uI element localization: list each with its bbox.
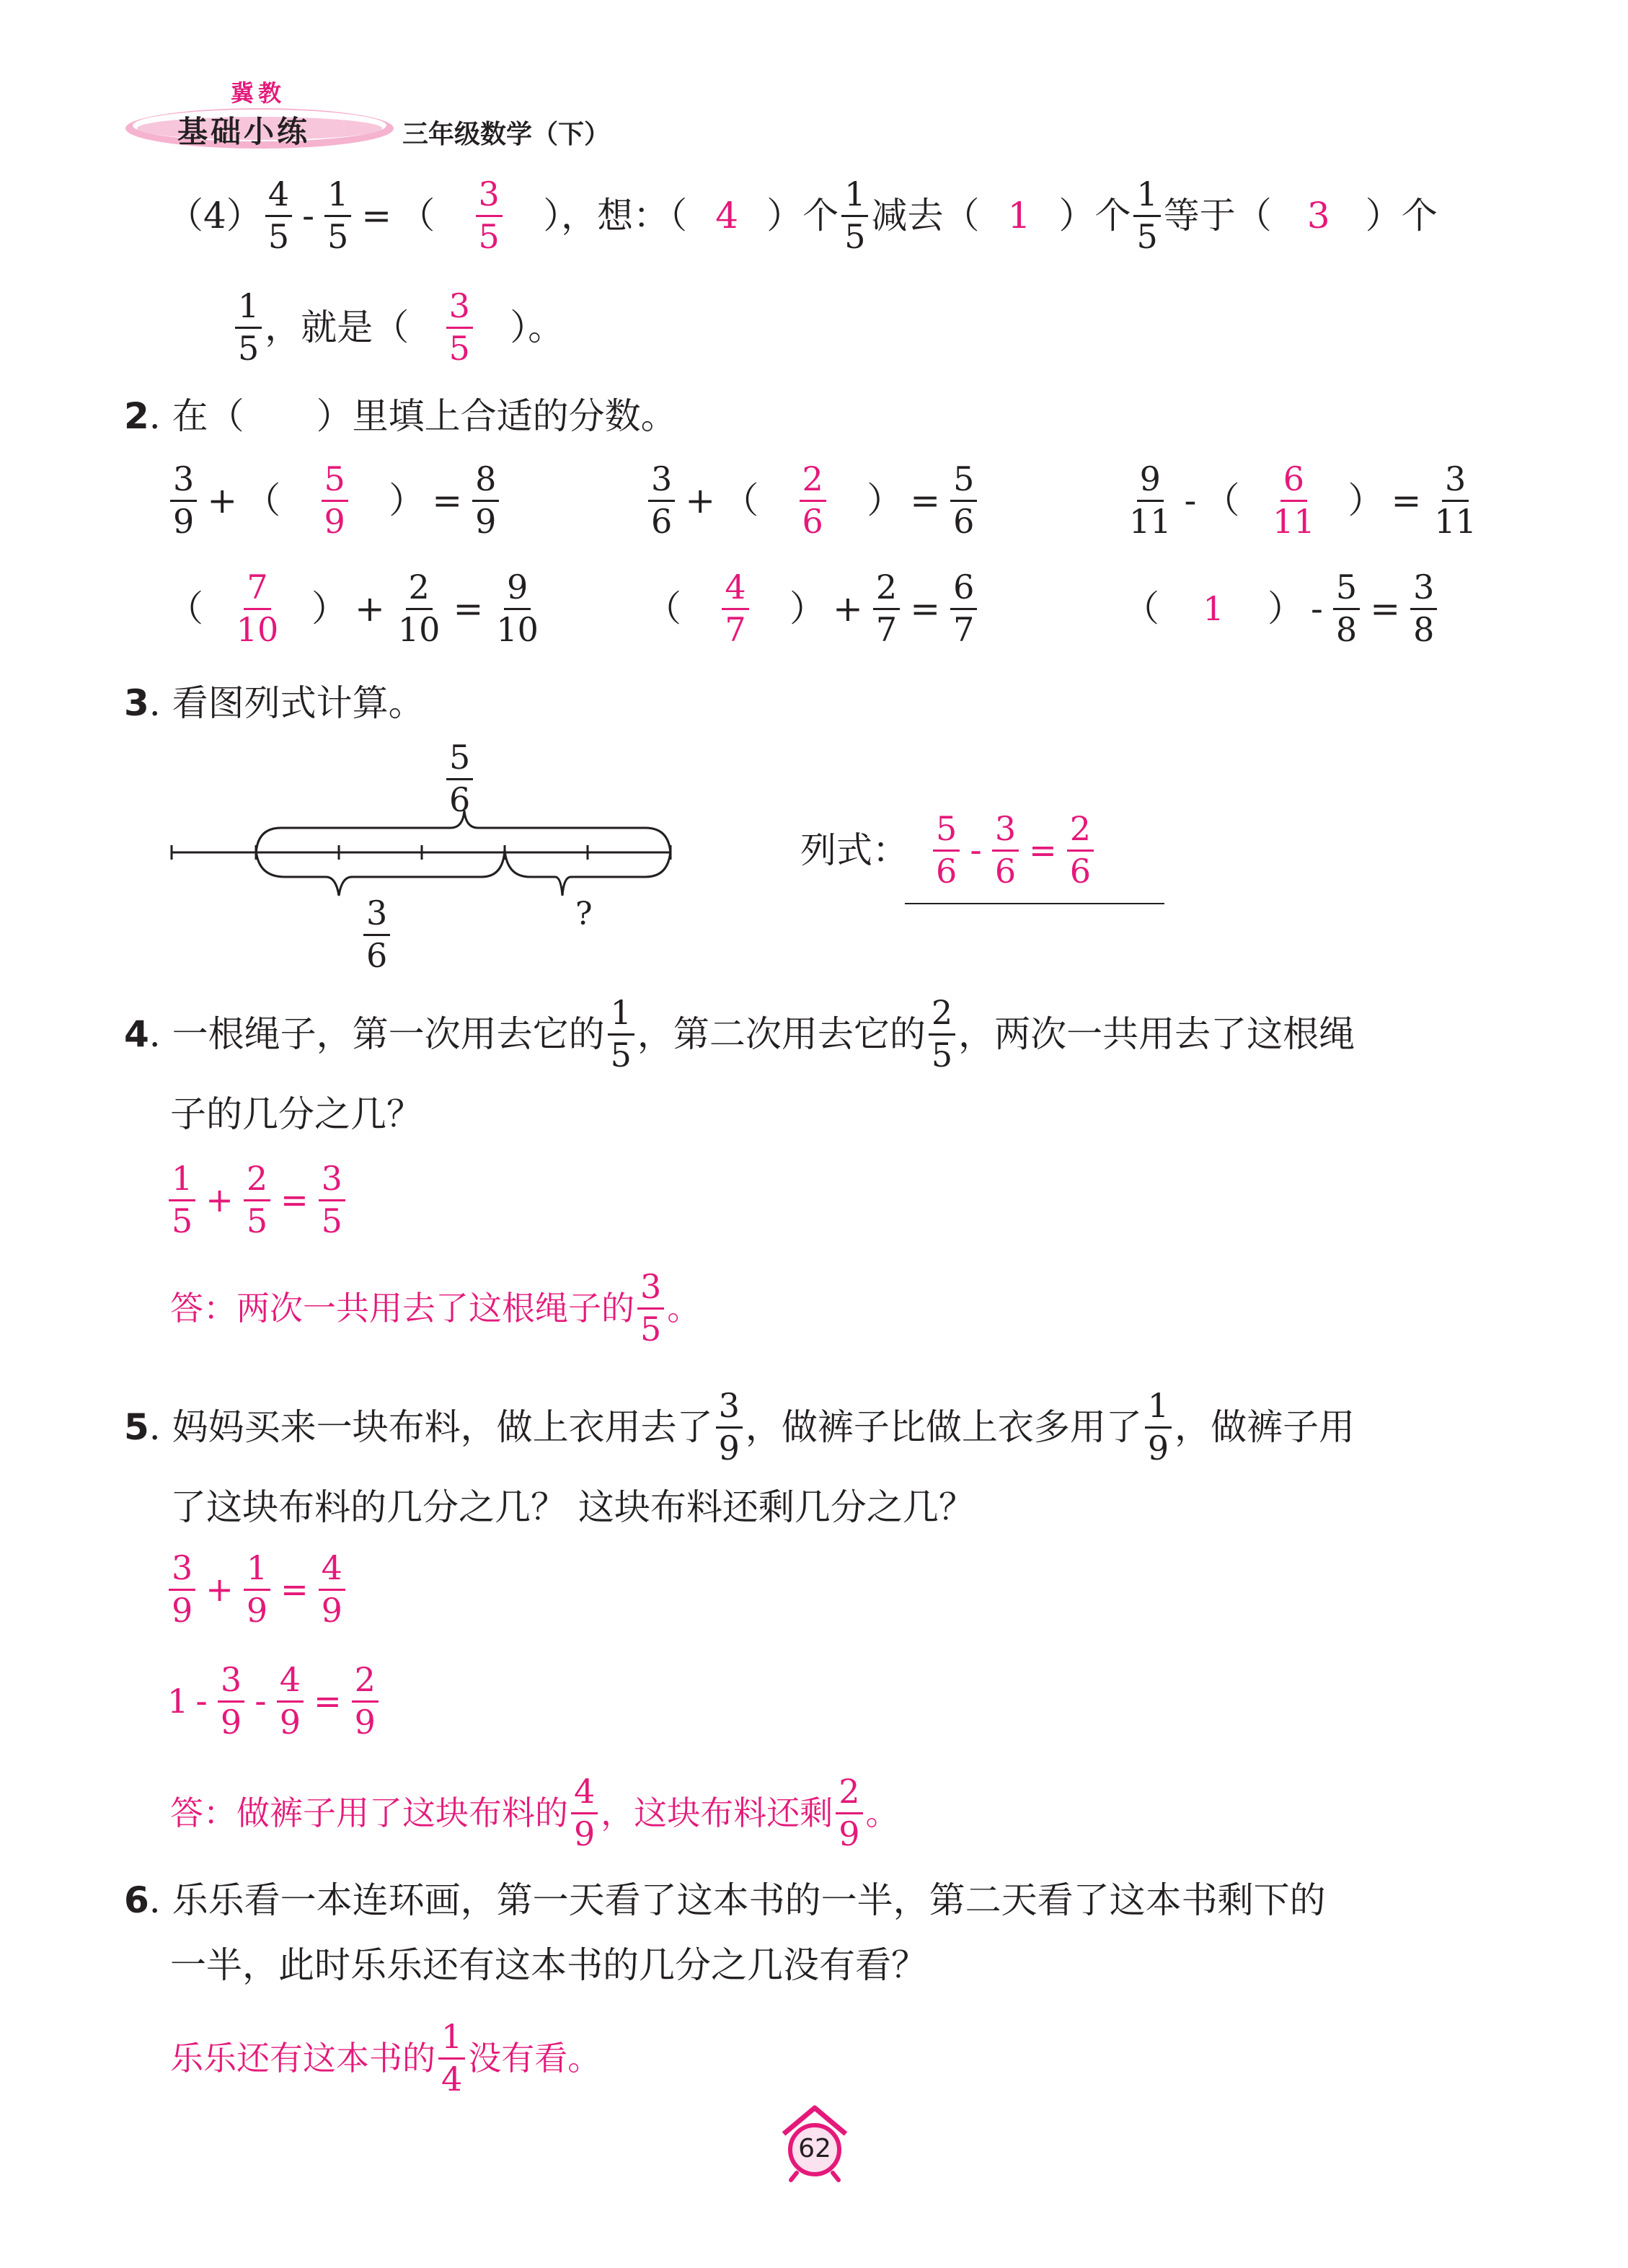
q4-line1: 4 . 一根绳子，第一次用去它的 $\frac{1}{5}$ ，第二次用去它的 $\frac{2}{5}$ ，两次一共用去了这根绳: [124, 993, 1355, 1075]
q5-calc2[interactable]: 1 - $\frac{3}{9}$ - $\frac{4}{9}$ = $\frac{2}{9}$: [167, 1662, 381, 1740]
q1-4-answer-4[interactable]: 3: [1306, 195, 1330, 237]
q2-item-0-0: $\frac{3}{9}$ + （ $\frac{5}{9}$ ） = $\frac{8}{9}$: [167, 462, 502, 539]
q2-answer-0-2[interactable]: $\frac{6}{11}$: [1273, 459, 1315, 541]
q5-calc1[interactable]: $\frac{3}{9}$ + $\frac{1}{9}$ = $\frac{4}{9}$: [166, 1550, 348, 1628]
q1-4-answer-2[interactable]: 4: [715, 195, 739, 237]
q3-formula: [800, 811, 1097, 889]
q1-4-answer-1[interactable]: $\frac{3}{5}$: [435, 177, 543, 255]
q1-4-line1: （4） $\frac{4}{5}$ - $\frac{1}{5}$ = （ $\frac{3}{5}$ ），想：（ 4 ）个 $\frac{1}{5}$ 减去（ 1 ）个 $\frac{1}{5}$ 等于（ 3 ）个: [167, 175, 1438, 256]
q1-4-answer-5[interactable]: $\frac{3}{5}$: [409, 288, 510, 366]
q2-item-1-1: （ $\frac{4}{7}$ ） + $\frac{2}{7}$ = $\frac{6}{7}$: [645, 570, 980, 648]
q2-item-0-2: $\frac{9}{11}$ - （ $\frac{6}{11}$ ） = $\frac{3}{11}$: [1129, 459, 1477, 541]
q6-answer[interactable]: 乐乐还有这本书的 $\frac{1}{4}$ 没有看。: [170, 2017, 601, 2099]
q4-calc[interactable]: $\frac{1}{5}$ + $\frac{2}{5}$ = $\frac{3}{5}$: [166, 1161, 348, 1239]
q1-4-answer-3[interactable]: 1: [1007, 195, 1031, 237]
header: [123, 72, 627, 159]
q2-item-1-2: （ 1 ） - $\frac{5}{8}$ = $\frac{3}{8}$: [1123, 570, 1440, 648]
q1-4-line2: $\frac{1}{5}$ ，就是（ $\frac{3}{5}$ ）。: [232, 288, 564, 366]
q3-question-mark: ?: [575, 896, 593, 932]
header-grade-subject: 三年级数学（下）: [402, 120, 611, 149]
q5-line2: 了这块布料的几分之几？ 这块布料还剩几分之几？: [170, 1486, 975, 1528]
page-number-badge: [775, 2102, 854, 2181]
page-number: 62: [798, 2134, 831, 2163]
q5-line1: 5 . 妈妈买来一块布料，做上衣用去了 $\frac{3}{9}$ ，做裤子比做上衣多用了 $\frac{1}{9}$ ，做裤子用: [124, 1386, 1355, 1468]
q2-answer-1-0[interactable]: $\frac{7}{10}$: [236, 568, 279, 649]
q2-answer-0-1[interactable]: $\frac{2}{6}$: [758, 462, 867, 539]
q1-4-frac-a: $\frac{4}{5}$: [265, 177, 292, 255]
q3-formula-underline: [905, 903, 1164, 904]
q2-title: 2 . 在（ ）里填上合适的分数。: [124, 395, 677, 437]
q1-4-label: （4）: [167, 195, 262, 237]
q3-bottom-label: $\frac{3}{6}$: [363, 896, 390, 974]
q3-top-label: $\frac{5}{6}$: [446, 740, 473, 818]
q3-diagram: [166, 736, 685, 974]
q6-line1: 6 . 乐乐看一本连环画，第一天看了这本书的一半，第二天看了这本书剩下的: [124, 1879, 1326, 1921]
q1-4-frac-b: $\frac{1}{5}$: [324, 177, 351, 255]
q2-answer-0-0[interactable]: $\frac{5}{9}$: [280, 462, 389, 539]
q2-item-0-1: $\frac{3}{6}$ + （ $\frac{2}{6}$ ） = $\frac{5}{6}$: [645, 462, 980, 539]
q5-answer[interactable]: 答：做裤子用了这块布料的 $\frac{4}{9}$ ，这块布料还剩 $\frac{2}{9}$ 。: [170, 1772, 899, 1853]
q3-number-line: [166, 736, 685, 974]
q2-item-1-0: （ $\frac{7}{10}$ ） + $\frac{2}{10}$ = $\frac{9}{10}$: [167, 568, 539, 649]
q2-answer-1-1[interactable]: $\frac{4}{7}$: [681, 570, 789, 648]
q4-line2: 子的几分之几？: [170, 1093, 423, 1135]
q3-title: 3 . 看图列式计算。: [124, 682, 425, 724]
header-series: 基础小练: [177, 114, 311, 149]
q3-formula-label: 列式：: [800, 829, 908, 872]
q4-answer[interactable]: 答：两次一共用去了这根绳子的 $\frac{3}{5}$ 。: [170, 1267, 701, 1349]
q3-formula-answer[interactable]: $\frac{5}{6}$ - $\frac{3}{6}$ = $\frac{2}{6}$: [930, 811, 1097, 889]
q2-answer-1-2[interactable]: 1: [1203, 589, 1224, 629]
header-edition: 冀教: [231, 79, 286, 107]
q6-line2: 一半，此时乐乐还有这本书的几分之几没有看？: [170, 1944, 927, 1986]
